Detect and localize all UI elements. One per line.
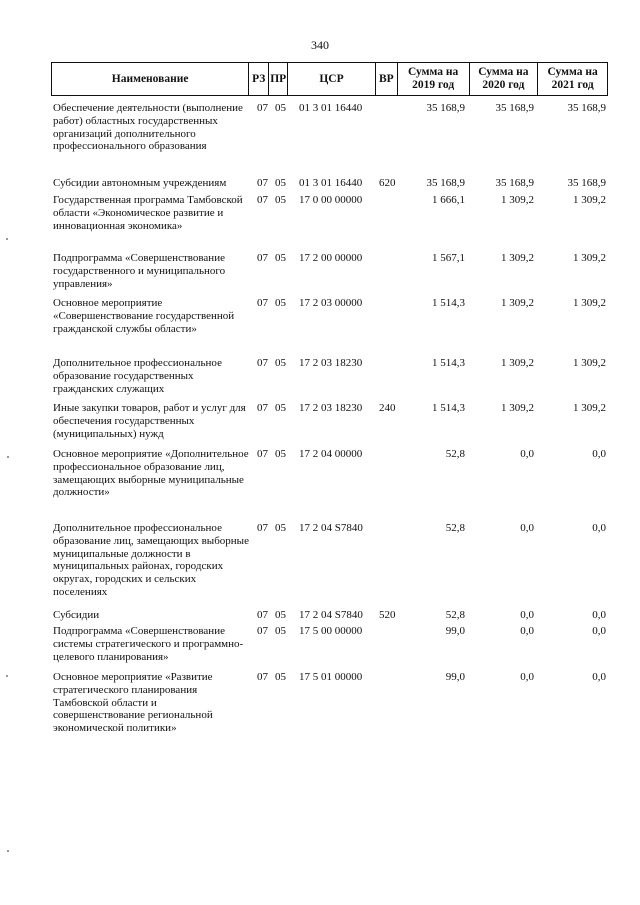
row-name: Дополнительное профессиональное образование лиц, замещающих выборные муниципальные должности в муниципальных районах, городских округах, городских и сельских поселениях [53,522,249,598]
row-sum-2021: 1 309,2 [573,194,606,206]
row-vr: 620 [379,177,396,189]
row-name: Подпрограмма «Совершенствование системы стратегического и программно-целевого планирования» [53,625,244,663]
row-sum-2020: 0,0 [520,625,534,637]
row-sum-2020: 0,0 [520,448,534,460]
row-sum-2019: 35 168,9 [426,102,465,114]
row-sum-2021: 0,0 [592,625,606,637]
row-sum-2020: 1 309,2 [501,252,534,264]
row-sum-2020: 1 309,2 [501,402,534,414]
row-sum-2019: 52,8 [445,522,465,534]
row-name: Основное мероприятие «Развитие стратегического планирования Тамбовской области и совершенствование региональной экономической политики» [53,671,213,735]
row-csr: 17 0 00 00000 [299,194,363,206]
row-sum-2021: 1 309,2 [573,252,606,264]
row-sum-2020: 35 168,9 [495,102,534,114]
row-sum-2020: 0,0 [520,522,534,534]
header-sum-2020: Сумма на 2020 год [470,63,539,95]
row-name: Субсидии [53,609,100,621]
scan-speck [6,238,8,240]
row-rz: 07 [257,609,268,621]
row-name: Обеспечение деятельности (выполнение работ) областных государственных организаций дополнительного профессионального образования [53,102,243,153]
row-csr: 17 2 03 18230 [299,357,363,369]
row-csr: 17 2 03 18230 [299,402,363,414]
header-csr: ЦСР [288,63,376,95]
row-sum-2021: 1 309,2 [573,357,606,369]
row-sum-2019: 52,8 [445,609,465,621]
scan-speck [7,850,9,852]
header-sum-2021: Сумма на 2021 год [547,66,598,91]
row-csr: 17 2 04 S7840 [299,609,363,621]
row-sum-2021: 0,0 [592,609,606,621]
row-pr: 05 [275,252,286,264]
header-rz: РЗ [249,63,269,95]
row-sum-2020: 1 309,2 [501,297,534,309]
row-csr: 17 2 04 00000 [299,448,363,460]
row-sum-2019: 1 514,3 [432,297,465,309]
row-sum-2020: 35 168,9 [495,177,534,189]
row-sum-2021: 0,0 [592,671,606,683]
row-sum-2021: 35 168,9 [567,102,606,114]
row-name: Основное мероприятие «Дополнительное профессиональное образование лиц, замещающих выборные муниципальные должности» [53,448,249,499]
row-sum-2021: 1 309,2 [573,297,606,309]
row-sum-2019: 99,0 [445,671,465,683]
row-csr: 17 5 01 00000 [299,671,363,683]
row-csr: 01 3 01 16440 [299,177,363,189]
row-sum-2020: 1 309,2 [501,194,534,206]
row-pr: 05 [275,402,286,414]
row-pr: 05 [275,102,286,114]
row-pr: 05 [275,357,286,369]
row-pr: 05 [275,297,286,309]
page-number: 340 [311,38,329,52]
row-sum-2021: 1 309,2 [573,402,606,414]
header-pr: ПР [269,63,288,95]
row-pr: 05 [275,522,286,534]
row-csr: 17 2 04 S7840 [299,522,363,534]
row-sum-2020: 0,0 [520,609,534,621]
row-vr: 520 [379,609,396,621]
row-pr: 05 [275,194,286,206]
row-name: Иные закупки товаров, работ и услуг для обеспечения государственных (муниципальных) нужд [53,402,246,440]
row-rz: 07 [257,194,268,206]
row-pr: 05 [275,625,286,637]
row-rz: 07 [257,448,268,460]
row-pr: 05 [275,609,286,621]
row-sum-2020: 0,0 [520,671,534,683]
row-csr: 17 2 03 00000 [299,297,363,309]
row-rz: 07 [257,102,268,114]
row-sum-2021: 0,0 [592,522,606,534]
row-rz: 07 [257,297,268,309]
row-name: Основное мероприятие «Совершенствование государственной гражданской службы области» [53,297,235,335]
row-rz: 07 [257,402,268,414]
header-name: Наименование [52,63,249,95]
header-vr: ВР [376,63,398,95]
row-pr: 05 [275,448,286,460]
row-sum-2019: 99,0 [445,625,465,637]
row-sum-2020: 1 309,2 [501,357,534,369]
row-csr: 01 3 01 16440 [299,102,363,114]
row-pr: 05 [275,177,286,189]
table-header [51,62,608,96]
header-sum-2019: Сумма на 2019 год [398,63,470,95]
row-sum-2019: 35 168,9 [426,177,465,189]
row-csr: 17 5 00 00000 [299,625,363,637]
row-csr: 17 2 00 00000 [299,252,363,264]
row-sum-2021: 0,0 [592,448,606,460]
row-sum-2019: 1 567,1 [432,252,465,264]
row-name: Подпрограмма «Совершенствование государственного и муниципального управления» [53,252,226,290]
row-vr: 240 [379,402,396,414]
row-sum-2019: 1 666,1 [432,194,465,206]
row-rz: 07 [257,252,268,264]
row-name: Дополнительное профессиональное образование государственных гражданских служащих [53,357,222,395]
row-name: Субсидии автономным учреждениям [53,177,227,189]
row-sum-2019: 1 514,3 [432,357,465,369]
scan-speck [6,675,8,677]
row-name: Государственная программа Тамбовской области «Экономическое развитие и инновационная экономика» [53,194,243,232]
row-pr: 05 [275,671,286,683]
row-rz: 07 [257,177,268,189]
row-rz: 07 [257,357,268,369]
row-rz: 07 [257,625,268,637]
row-sum-2021: 35 168,9 [567,177,606,189]
row-sum-2019: 52,8 [445,448,465,460]
row-rz: 07 [257,671,268,683]
row-sum-2019: 1 514,3 [432,402,465,414]
scan-speck [7,456,9,458]
row-rz: 07 [257,522,268,534]
